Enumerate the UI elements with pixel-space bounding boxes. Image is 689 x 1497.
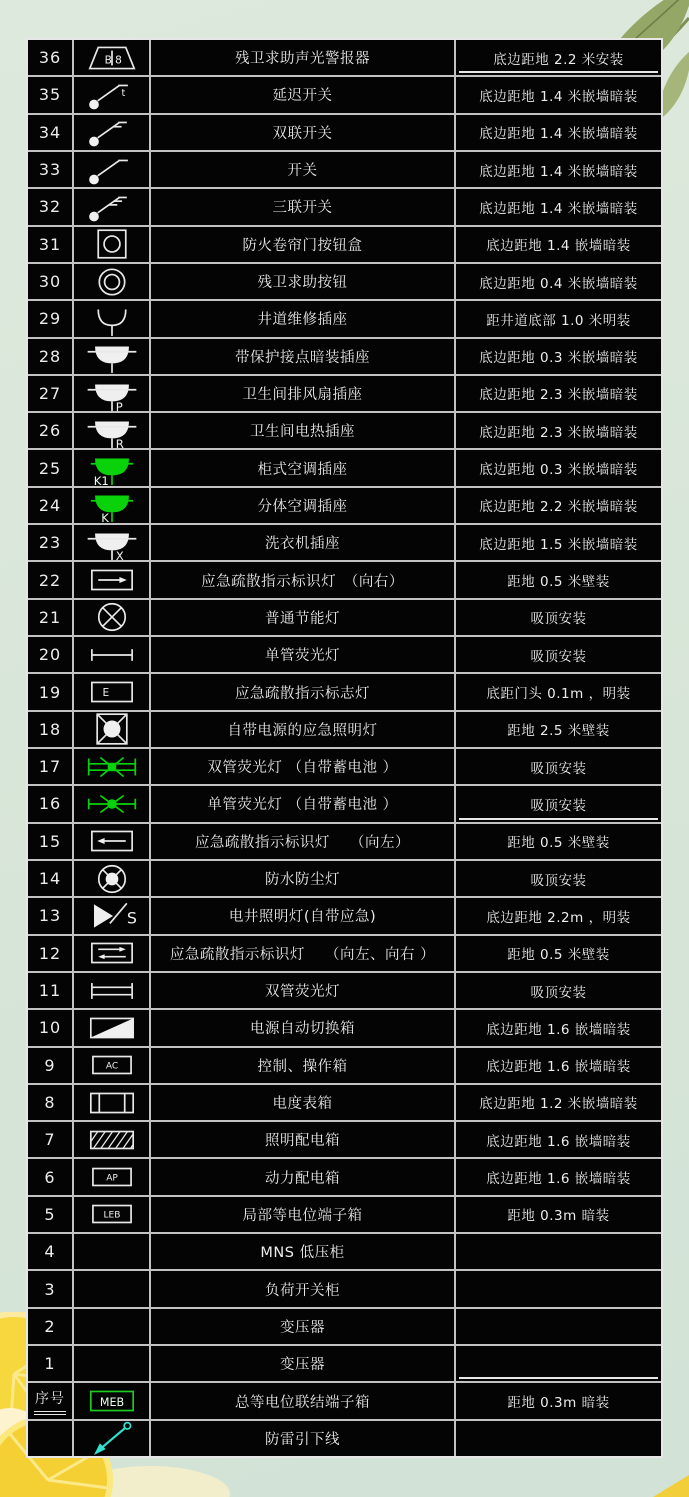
- row-number: 30: [28, 264, 72, 299]
- row-number: 26: [28, 413, 72, 448]
- symbol-cell: [74, 1159, 149, 1194]
- triple-switch-icon: [80, 189, 144, 224]
- device-name: 变压器: [151, 1346, 454, 1381]
- symbol-cell: [74, 1309, 149, 1344]
- install-spec: 吸顶安装: [456, 749, 661, 784]
- symbol-cell: [74, 1010, 149, 1045]
- install-spec: [456, 1346, 661, 1381]
- hatched-box-icon: [80, 1122, 144, 1157]
- fluorescent-double-icon: [80, 973, 144, 1008]
- symbol-cell: [74, 77, 149, 112]
- install-spec: 底边距地 1.4 米嵌墙暗装: [456, 189, 661, 224]
- symbol-cell: [74, 973, 149, 1008]
- device-name: 动力配电箱: [151, 1159, 454, 1194]
- device-name: 防水防尘灯: [151, 861, 454, 896]
- device-name: 卫生间排风扇插座: [151, 376, 454, 411]
- row-number: 2: [28, 1309, 72, 1344]
- svg-text:E: E: [101, 687, 109, 700]
- device-name: 双联开关: [151, 115, 454, 150]
- symbol-cell: [74, 488, 149, 523]
- lemon-corner-decoration: [647, 1471, 689, 1497]
- install-spec: 吸顶安装: [456, 786, 661, 821]
- symbol-cell: [74, 1234, 149, 1269]
- labeled-box-icon: [80, 1048, 144, 1083]
- device-name: 应急疏散指示标志灯: [151, 674, 454, 709]
- ats-box-icon: [80, 1010, 144, 1045]
- row-number: 25: [28, 450, 72, 485]
- symbol-cell: [74, 1048, 149, 1083]
- row-number: 序号: [28, 1383, 72, 1418]
- symbol-cell: [74, 1383, 149, 1418]
- row-number: 6: [28, 1159, 72, 1194]
- meb-box-icon: [80, 1383, 144, 1418]
- device-name: 单管荧光灯: [151, 637, 454, 672]
- double-switch-icon: [80, 115, 144, 150]
- install-spec: 底边距地 0.3 米嵌墙暗装: [456, 450, 661, 485]
- svg-text:X: X: [115, 548, 124, 561]
- symbol-cell: [74, 1271, 149, 1306]
- row-number: 7: [28, 1122, 72, 1157]
- exit-sign-right-icon: [80, 562, 144, 597]
- device-name: 总等电位联结端子箱: [151, 1383, 454, 1418]
- device-name: 局部等电位端子箱: [151, 1197, 454, 1232]
- device-name: 自带电源的应急照明灯: [151, 712, 454, 747]
- svg-text:LEB: LEB: [103, 1211, 120, 1222]
- symbol-cell: [74, 40, 149, 75]
- row-number: 12: [28, 936, 72, 971]
- symbol-cell: [74, 227, 149, 262]
- symbol-cell: [74, 674, 149, 709]
- row-number: 14: [28, 861, 72, 896]
- socket-filled-icon: [80, 376, 144, 411]
- install-spec: 底边距地 1.4 米嵌墙暗装: [456, 152, 661, 187]
- device-name: 防雷引下线: [151, 1421, 454, 1456]
- svg-text:S: S: [126, 908, 137, 928]
- device-name: 控制、操作箱: [151, 1048, 454, 1083]
- device-name: 分体空调插座: [151, 488, 454, 523]
- svg-text:MEB: MEB: [99, 1395, 124, 1409]
- call-button-icon: [80, 264, 144, 299]
- row-number: 19: [28, 674, 72, 709]
- symbol-cell: [74, 525, 149, 560]
- svg-text:B: B: [104, 53, 112, 66]
- install-spec: 底边距地 2.2m ，明装: [456, 898, 661, 933]
- svg-text:K1: K1: [93, 474, 109, 486]
- extra-underline: [459, 1377, 658, 1379]
- row-number: 27: [28, 376, 72, 411]
- labeled-box-icon: [80, 1159, 144, 1194]
- install-spec: 底边距地 2.2 米安装: [456, 40, 661, 75]
- svg-text:R: R: [115, 436, 124, 449]
- symbol-cell: [74, 861, 149, 896]
- delay-switch-icon: [80, 77, 144, 112]
- install-spec: 底边距地 1.5 米嵌墙暗装: [456, 525, 661, 560]
- install-spec: 距井道底部 1.0 米明装: [456, 301, 661, 336]
- symbol-cell: [74, 376, 149, 411]
- device-name: MNS 低压柜: [151, 1234, 454, 1269]
- row-number: 33: [28, 152, 72, 187]
- fluorescent-single-battery-icon: [80, 786, 144, 821]
- device-name: 防火卷帘门按钮盒: [151, 227, 454, 262]
- device-name: 带保护接点暗装插座: [151, 339, 454, 374]
- svg-text:AP: AP: [105, 1173, 118, 1184]
- emergency-light-icon: [80, 712, 144, 747]
- row-number: 35: [28, 77, 72, 112]
- meter-box-icon: [80, 1085, 144, 1120]
- device-name: 洗衣机插座: [151, 525, 454, 560]
- socket-filled-icon: [80, 413, 144, 448]
- socket-green-icon: [80, 450, 144, 485]
- row-number: 10: [28, 1010, 72, 1045]
- symbol-cell: [74, 413, 149, 448]
- device-name: 延迟开关: [151, 77, 454, 112]
- row-number: 1: [28, 1346, 72, 1381]
- button-box-icon: [80, 227, 144, 262]
- install-spec: 底边距地 0.3 米嵌墙暗装: [456, 339, 661, 374]
- install-spec: 底边距地 1.4 嵌墙暗装: [456, 227, 661, 262]
- symbol-cell: [74, 712, 149, 747]
- fluorescent-double-battery-icon: [80, 749, 144, 784]
- install-spec: 底边距地 1.6 嵌墙暗装: [456, 1122, 661, 1157]
- row-number: 31: [28, 227, 72, 262]
- install-spec: [456, 1421, 661, 1456]
- symbol-cell: [74, 637, 149, 672]
- install-spec: [456, 1309, 661, 1344]
- row-number: 8: [28, 1085, 72, 1120]
- extra-underline: [459, 818, 658, 820]
- socket-open-icon: [80, 301, 144, 336]
- exit-sign-e-icon: [80, 674, 144, 709]
- install-spec: 底边距地 1.4 米嵌墙暗装: [456, 115, 661, 150]
- symbol-cell: [74, 339, 149, 374]
- install-spec: 距地 0.3m 暗装: [456, 1197, 661, 1232]
- symbol-cell: [74, 1346, 149, 1381]
- install-spec: 吸顶安装: [456, 600, 661, 635]
- device-name: 柜式空调插座: [151, 450, 454, 485]
- symbol-cell: [74, 264, 149, 299]
- legend-table: [26, 38, 663, 1458]
- row-number: 20: [28, 637, 72, 672]
- device-name: 开关: [151, 152, 454, 187]
- symbol-cell: [74, 824, 149, 859]
- symbol-cell: [74, 152, 149, 187]
- install-spec: 吸顶安装: [456, 637, 661, 672]
- install-spec: 底边距地 1.6 嵌墙暗装: [456, 1159, 661, 1194]
- labeled-box-icon: [80, 1197, 144, 1232]
- single-switch-icon: [80, 152, 144, 187]
- device-name: 残卫求助声光警报器: [151, 40, 454, 75]
- install-spec: 距地 0.5 米壁装: [456, 936, 661, 971]
- install-spec: [456, 1234, 661, 1269]
- waterproof-lamp-icon: [80, 861, 144, 896]
- row-number: 24: [28, 488, 72, 523]
- device-name: 普通节能灯: [151, 600, 454, 635]
- shaft-lamp-icon: [80, 898, 144, 933]
- symbol-cell: [74, 562, 149, 597]
- install-spec: 距地 2.5 米壁装: [456, 712, 661, 747]
- symbol-cell: [74, 1085, 149, 1120]
- svg-text:AC: AC: [105, 1061, 118, 1072]
- device-name: 照明配电箱: [151, 1122, 454, 1157]
- symbol-cell: [74, 1421, 149, 1456]
- device-name: 应急疏散指示标识灯 （向左）: [151, 824, 454, 859]
- install-spec: 底边距地 2.3 米嵌墙暗装: [456, 413, 661, 448]
- device-name: 负荷开关柜: [151, 1271, 454, 1306]
- symbol-cell: [74, 450, 149, 485]
- symbol-cell: [74, 749, 149, 784]
- install-spec: 底边距地 1.2 米嵌墙暗装: [456, 1085, 661, 1120]
- device-name: 应急疏散指示标识灯 （向右）: [151, 562, 454, 597]
- row-number: 28: [28, 339, 72, 374]
- install-spec: 吸顶安装: [456, 973, 661, 1008]
- install-spec: 距地 0.5 米壁装: [456, 562, 661, 597]
- symbol-cell: [74, 301, 149, 336]
- socket-filled-icon: [80, 339, 144, 374]
- device-name: 应急疏散指示标识灯 （向左、向右 ）: [151, 936, 454, 971]
- device-name: 井道维修插座: [151, 301, 454, 336]
- svg-text:K: K: [100, 511, 109, 524]
- device-name: 电源自动切换箱: [151, 1010, 454, 1045]
- install-spec: 底边距地 1.6 嵌墙暗装: [456, 1048, 661, 1083]
- device-name: 残卫求助按钮: [151, 264, 454, 299]
- row-number: [28, 1421, 72, 1456]
- device-name: 电井照明灯(自带应急): [151, 898, 454, 933]
- install-spec: 底距门头 0.1m ，明装: [456, 674, 661, 709]
- symbol-cell: [74, 115, 149, 150]
- symbol-cell: [74, 189, 149, 224]
- row-number: 36: [28, 40, 72, 75]
- symbol-cell: [74, 936, 149, 971]
- symbol-cell: [74, 898, 149, 933]
- install-spec: 距地 0.3m 暗装: [456, 1383, 661, 1418]
- row-number: 11: [28, 973, 72, 1008]
- svg-text:P: P: [115, 399, 123, 412]
- row-number: 5: [28, 1197, 72, 1232]
- row-number: 4: [28, 1234, 72, 1269]
- extra-underline: [459, 71, 658, 73]
- lightning-arrow-icon: [80, 1421, 144, 1456]
- install-spec: 底边距地 1.4 米嵌墙暗装: [456, 77, 661, 112]
- fluorescent-single-icon: [80, 637, 144, 672]
- device-name: 三联开关: [151, 189, 454, 224]
- device-name: 双管荧光灯 （自带蓄电池 ）: [151, 749, 454, 784]
- install-spec: 底边距地 1.6 嵌墙暗装: [456, 1010, 661, 1045]
- row-number: 32: [28, 189, 72, 224]
- row-number: 34: [28, 115, 72, 150]
- device-name: 卫生间电热插座: [151, 413, 454, 448]
- row-number: 3: [28, 1271, 72, 1306]
- sound-light-alarm-icon: [80, 40, 144, 75]
- row-number: 23: [28, 525, 72, 560]
- row-number: 17: [28, 749, 72, 784]
- exit-sign-both-icon: [80, 936, 144, 971]
- symbol-cell: [74, 600, 149, 635]
- device-name: 单管荧光灯 （自带蓄电池 ）: [151, 786, 454, 821]
- device-name: 双管荧光灯: [151, 973, 454, 1008]
- install-spec: [456, 1271, 661, 1306]
- install-spec: 底边距地 0.4 米嵌墙暗装: [456, 264, 661, 299]
- row-number: 29: [28, 301, 72, 336]
- svg-text:t: t: [121, 88, 125, 100]
- device-name: 变压器: [151, 1309, 454, 1344]
- svg-text:8: 8: [114, 53, 122, 66]
- install-spec: 底边距地 2.3 米嵌墙暗装: [456, 376, 661, 411]
- row-number: 18: [28, 712, 72, 747]
- row-number: 21: [28, 600, 72, 635]
- install-spec: 距地 0.5 米壁装: [456, 824, 661, 859]
- row-number: 13: [28, 898, 72, 933]
- symbol-cell: [74, 786, 149, 821]
- install-spec: 底边距地 2.2 米嵌墙暗装: [456, 488, 661, 523]
- row-number: 16: [28, 786, 72, 821]
- row-number: 9: [28, 1048, 72, 1083]
- exit-sign-left-icon: [80, 824, 144, 859]
- row-number: 15: [28, 824, 72, 859]
- device-name: 电度表箱: [151, 1085, 454, 1120]
- socket-green-icon: [80, 488, 144, 523]
- socket-filled-icon: [80, 525, 144, 560]
- symbol-cell: [74, 1197, 149, 1232]
- symbol-cell: [74, 1122, 149, 1157]
- row-number: 22: [28, 562, 72, 597]
- install-spec: 吸顶安装: [456, 861, 661, 896]
- lamp-icon: [80, 600, 144, 635]
